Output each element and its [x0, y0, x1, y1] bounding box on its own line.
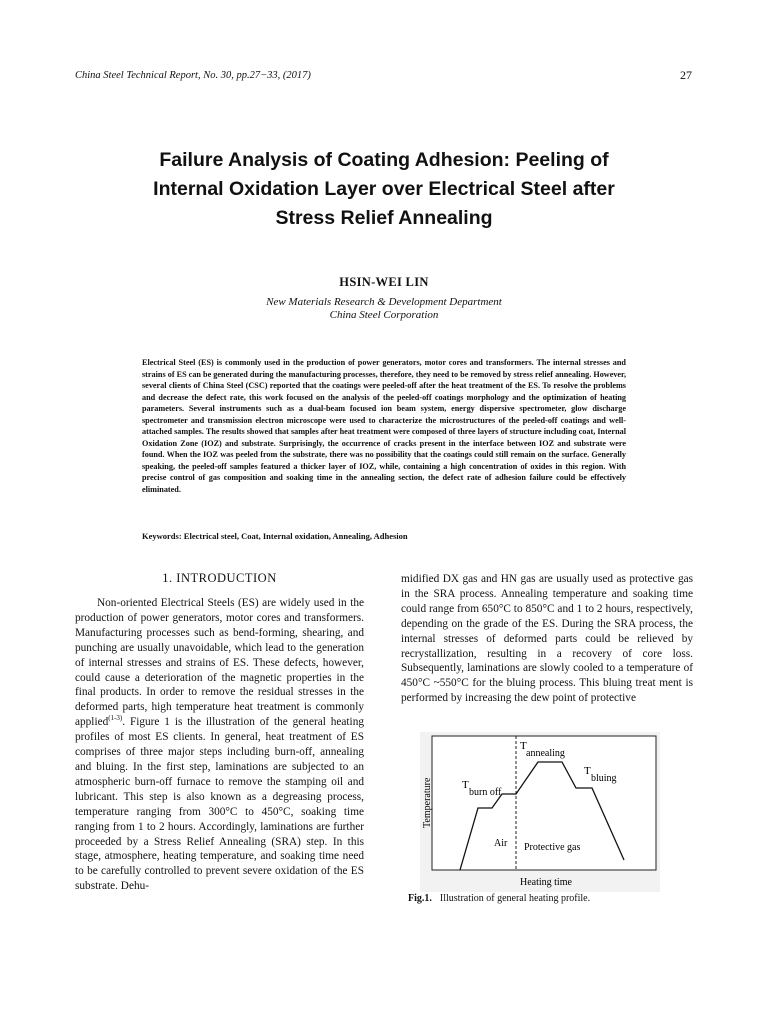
section-heading-introduction: 1. INTRODUCTION [162, 571, 277, 585]
y-axis-label: Temperature [422, 777, 433, 828]
x-axis-label: Heating time [520, 877, 572, 888]
paper-title [90, 146, 678, 233]
abstract: Electrical Steel (ES) is commonly used in the production of power generators, motor cores and transformers. The internal stresses and strains of ES can be generated during the manufacturing processes, therefore, they need to be removed by stress relief annealing. However, several clients of China Steel (CSC) reported that the coatings were peeled-off after the heat treatment of the ES. To resolve the problems and decrease the defect rate, this work focused on the analysis of the peeled-off coatings morphology and the optimization of heating parameters. Several instruments such as a dual-beam focused ion beam system, energy dispersive spectrometer, glow discharge spectrometer and transmission electron microscope were used to characterize the microstructures of the peeled-off coatings and well-attached samples. The results showed that samples after heat treatment were composed of three layers of structure including coat, Internal Oxidation Zone (IOZ) and substrate. Surprisingly, the occurrence of cracks present in the interface between IOZ and substrate were found. When the IOZ was peeled from the substrate, there was no possibility that the coatings could still remain on the surface. Generally speaking, the peeled-off samples featured a thicker layer of IOZ, while, containing a high concentration of oxides in this region. With precise control of gas composition and soaking time in the annealing section, the defect rate of adhesion failure could be effectively eliminated. [142, 358, 626, 494]
keywords: Keywords: Electrical steel, Coat, Internal oxidation, Annealing, Adhesion [142, 531, 408, 541]
intro-column-left [75, 596, 364, 894]
figure-caption-text: Illustration of general heating profile. [439, 893, 591, 904]
journal-citation: China Steel Technical Report, No. 30, pp.27−33, (2017) [75, 70, 311, 81]
page-number: 27 [680, 68, 692, 82]
intro-text-part-1: Non-oriented Electrical Steels (ES) are widely used in the production of power generators, motor cores and transformers. Manufacturing processes such as bend-forming, shearing, and punching are usually unavoidable, which lead to the generation of internal stresses and strains of ES. These defects, however, could cause a deterioration of the magnetic properties in the final products. In order to remove the residual stresses in the deformed parts, high temperature heat treatment is commonly applied [75, 597, 364, 729]
figure-heating-profile [420, 732, 660, 892]
intro-text-part-2: . Figure 1 is the illustration of the general heating profiles of most ES clients. In general, heat treatment of ES comprises of three major steps including burn-off, annealing and bluing. In the first step, laminations are subjected to an atmospheric burn-off furnace to remove the stamping oil and lubricant. This step is also known as a degreasing process, temperature ranging from 300°C to 450°C, soaking time ranging from 1 to 2 hours. Accordingly, laminations are further proceeded by a Stress Relief Annealing (SRA) step. In this stage, atmosphere, heating temperature, and soaking time need to be carefully controlled to prevent severe oxidation of the ES substrate. Dehu- [75, 716, 364, 893]
affiliation-organization: China Steel Corporation [329, 309, 439, 321]
title-line-3: Stress Relief Annealing [275, 207, 493, 229]
affiliation [0, 296, 768, 322]
figure-caption [408, 893, 590, 904]
protective-gas-label: Protective gas [524, 842, 581, 853]
citation-superscript: (1-3) [108, 714, 123, 723]
t-burnoff-subscript: burn off [469, 787, 502, 798]
t-annealing-subscript: annealing [526, 748, 565, 759]
author-name: HSIN-WEI LIN [339, 275, 429, 289]
title-line-2: Internal Oxidation Layer over Electrical Steel after [153, 178, 615, 200]
t-burnoff-symbol: T [462, 779, 469, 791]
t-bluing-symbol: T [584, 765, 591, 777]
heating-profile-diagram [420, 732, 660, 892]
title-line-1: Failure Analysis of Coating Adhesion: Peeling of [159, 149, 609, 171]
figure-caption-label: Fig.1. [408, 893, 432, 904]
intro-paragraph-continued: midified DX gas and HN gas are usually used as protective gas in the SRA process. Annealing temperature and soaking time could range from 650°C to 850°C and 1 to 2 hours, respectively, depending on the grade of the ES. During the SRA process, the internal stresses of deformed parts could be relieved by recrystallization, resulting in a recovery of core loss. Subsequently, laminations are slowly cooled to a temperature of 450°C ~550°C for the bluing process. This bluing treat ment is performed by increasing the dew point of protective [401, 573, 693, 705]
intro-column-right [401, 572, 693, 706]
t-annealing-symbol: T [520, 740, 527, 752]
intro-paragraph-1 [75, 596, 364, 894]
t-bluing-subscript: bluing [591, 773, 617, 784]
affiliation-department: New Materials Research & Development Department [266, 296, 502, 308]
air-label: Air [494, 838, 508, 849]
